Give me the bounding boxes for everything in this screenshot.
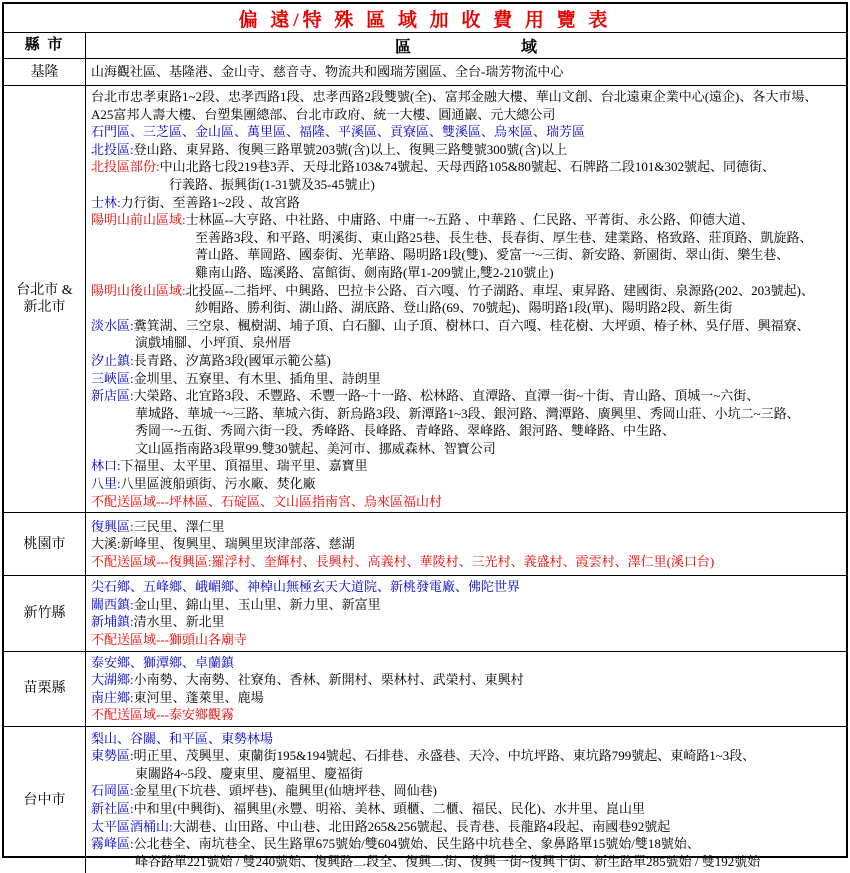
area-cell: [86, 652, 846, 726]
area-line: [91, 405, 844, 423]
text-segment: 中和里(中興街)、福興里(永豐、明裕、美林、頭櫃、二櫃、福民、民化)、水井里、崑山里: [133, 801, 645, 816]
text-segment: 林口:: [91, 458, 121, 474]
area-line: [91, 422, 844, 440]
text-segment: 新店區:: [91, 388, 134, 404]
page-title: 偏 遠/特 殊 區 域 加 收 費 用 覽 表: [4, 4, 846, 33]
text-segment: 大溪:: [91, 536, 121, 552]
text-segment: 泰安鄉、獅潭鄉、卓蘭鎮: [91, 654, 235, 670]
text-segment: 力行街、至善路1~2段 、故宮路: [120, 194, 300, 210]
text-segment: 小南勢、大南勢、社寮角、香林、新開村、栗林村、武榮村、東興村: [133, 672, 524, 688]
table-row: [4, 86, 846, 513]
text-segment: 糞箕湖、三空泉、楓樹湖、埔子頂、白石腳、山子頂、樹林口、百六嘎、桂花樹、大坪頭、椿子林、吳仔厝、興福寮、: [133, 317, 810, 333]
text-segment: 三峽區:: [91, 370, 134, 386]
area-cell: [86, 59, 846, 85]
area-line: [91, 246, 844, 264]
text-segment: 菁山路、華岡路、國泰街、光華路、陽明路1段(雙)、愛富一~三街、新安路、新園街、翠山街、樂生巷、: [195, 247, 790, 263]
area-line: [91, 689, 844, 707]
text-segment: 東關路4~5段、慶東里、慶福里、慶福街: [135, 765, 364, 781]
text-segment: 八里區渡船頭街、污水廠、焚化廠: [120, 476, 316, 492]
text-segment: 八里:: [91, 476, 121, 492]
text-segment: 石門區、三芝區、金山區、萬里區、福隆、平溪區、貢寮區、雙溪區、烏來區、瑞芳區: [91, 124, 586, 140]
county-column-header: 縣 市: [4, 33, 86, 58]
county-label: 台北市 &: [16, 283, 73, 299]
area-line: [91, 853, 844, 871]
area-line: [91, 654, 844, 672]
text-segment: 文山區指南路3段單99.雙30號起、美河市、挪威森林、智寶公司: [135, 440, 496, 456]
text-segment: 台北市忠孝東路1~2段、忠孝西路1段、忠孝西路2段雙號(全)、富邦金融大樓、華山文創、台北遠東企業中心(遠企)、各大市場、: [91, 89, 818, 104]
text-segment: 秀岡一~五街、秀岡六街一段、秀峰路、長峰路、青峰路、翠峰路、銀河路、雙峰路、中生路、: [135, 423, 676, 439]
text-segment: 長青路、汐萬路3段(國軍示範公墓): [133, 352, 331, 368]
text-segment: 汐止鎮:: [91, 352, 134, 368]
area-line: [91, 88, 844, 106]
area-line: [91, 229, 844, 247]
area-line: [91, 782, 844, 800]
area-line: [91, 440, 844, 458]
area-line: [91, 493, 844, 511]
text-segment: 大湖巷、山田路、中山巷、北田路265&256號起、長青巷、長龍路4段起、南國巷92號起: [172, 818, 671, 834]
table-body: [4, 59, 846, 873]
area-line: [91, 194, 844, 212]
county-cell: [4, 727, 86, 873]
text-segment: 士林:: [91, 194, 121, 210]
text-segment: 北投區部份:: [91, 159, 160, 175]
area-line: [91, 457, 844, 475]
area-line: [91, 553, 844, 571]
text-segment: 東勢區:: [91, 748, 134, 764]
text-segment: 不配送區域---坪林區、石碇區、文山區指南宮、烏來區福山村: [91, 493, 442, 509]
area-cell: [86, 86, 846, 512]
area-line: [91, 370, 844, 388]
area-line: [91, 299, 844, 317]
area-line: [91, 387, 844, 405]
text-segment: 北投區:: [91, 141, 134, 157]
text-segment: 關西鎮:: [91, 596, 134, 612]
surcharge-table: [2, 2, 848, 869]
text-segment: 明正里、茂興里、東蘭街195&194號起、石排巷、永盛巷、天冷、中坑坪路、東坑路799號起、東崎路1~3段、: [133, 748, 756, 764]
county-label: 基隆: [30, 64, 59, 80]
text-segment: A25富邦人壽大樓、台塑集團總部、台北市政府、統一大樓、圓通巖、元大總公司: [91, 106, 556, 122]
area-cell: [86, 727, 846, 873]
area-line: [91, 317, 844, 335]
text-segment: 新峰里、復興里、瑞興里崁津部落、慈湖: [120, 536, 355, 552]
area-line: [91, 158, 844, 176]
area-line: [91, 596, 844, 614]
text-segment: 不配送區域---復興區:羅浮村、奎輝村、長興村、高義村、華陵村、三光村、義盛村、霞雲村、澤仁里(溪口台): [91, 554, 715, 570]
area-line: [91, 765, 844, 783]
text-segment: 華城路、華城一~三路、華城六街、新烏路3段、新潭路1~3段、銀河路、灣潭路、廣興里、秀岡山莊、小坑二~三路、: [135, 405, 800, 421]
area-line: [91, 747, 844, 765]
area-line: [91, 578, 844, 596]
text-segment: 淡水區:: [91, 317, 134, 333]
county-cell: [4, 513, 86, 575]
text-segment: 石岡區:: [91, 783, 134, 799]
text-segment: 不配送區域---泰安鄉觀霧: [91, 707, 234, 723]
text-segment: 尖石鄉、五峰鄉、峨嵋鄉、神棹山無極玄天大道院、新桃發電廠、佛陀世界: [91, 579, 521, 595]
county-label: 桃園市: [23, 536, 66, 552]
area-line: [91, 800, 844, 818]
text-segment: 清水里、新北里: [133, 614, 225, 630]
table-row: [4, 59, 846, 86]
area-line: [91, 264, 844, 282]
county-cell: [4, 86, 86, 512]
county-cell: [4, 59, 86, 85]
county-label: 苗栗縣: [23, 681, 66, 697]
area-column-header: [86, 33, 846, 58]
text-segment: 公北巷全、南坑巷全、民生路單675號始/雙604號始、民生路中坑巷全、象鼻路單15號始/雙18號始、: [133, 836, 700, 852]
county-label: 台中市: [23, 792, 66, 808]
area-line: [91, 730, 844, 748]
area-cell: [86, 576, 846, 650]
area-line: [91, 352, 844, 370]
text-segment: 北投區--二指坪、中興路、巴拉卡公路、百六嘎、竹子湖路、車埕、東昇路、建國街、泉源路(202、203號起)、: [185, 282, 814, 298]
text-segment: 霧峰區:: [91, 836, 134, 852]
table-row: [4, 576, 846, 651]
text-segment: 梨山、谷關、和平區、東勢林場: [91, 730, 274, 746]
text-segment: 新埔鎮:: [91, 614, 134, 630]
area-line: [91, 835, 844, 853]
text-segment: 復興區:: [91, 518, 134, 534]
area-line: [91, 282, 844, 300]
text-segment: 峰谷路單221號始 / 雙240號始、復興路二段全、復興二街、復興一街~復興十街、新生路單285號始 / 雙192號始: [135, 853, 761, 869]
text-segment: 大湖鄉:: [91, 672, 134, 688]
area-line: [91, 706, 844, 724]
text-segment: 行義路、振興街(1-31號及35-45號止): [169, 176, 375, 192]
area-line: [91, 671, 844, 689]
text-segment: 陽明山前山區域:: [91, 212, 186, 228]
text-segment: 三民里、澤仁里: [133, 518, 225, 534]
text-segment: 不配送區域---獅頭山各廟寺: [91, 632, 247, 648]
text-segment: 演戲埔腳、小坪頂、泉州厝: [135, 335, 292, 351]
area-line: [91, 818, 844, 836]
area-line: [91, 176, 844, 194]
area-line: [91, 106, 844, 124]
area-header-char-left: 區: [394, 39, 411, 56]
area-line: [91, 123, 844, 141]
area-line: [91, 211, 844, 229]
text-segment: 南庄鄉:: [91, 689, 134, 705]
text-segment: 大榮路、北宜路3段、禾豐路、禾豐一路~十一路、松林路、直潭路、直潭一街~十街、青山路、頂城一~六街、: [133, 388, 760, 404]
text-segment: 山海觀社區、基隆港、金山寺、慈音寺、物流共和國瑞芳園區、全台-瑞芳物流中心: [91, 64, 564, 80]
text-segment: 金圳里、五寮里、有木里、插角里、詩朗里: [133, 370, 381, 386]
area-line: [91, 631, 844, 649]
text-segment: 士林區--大亨路、中社路、中庸路、中庸一~五路 、中華路 、仁民路、平菁街、永公路、仰德大道、: [185, 212, 754, 228]
county-cell: [4, 576, 86, 650]
county-label: 新竹縣: [23, 605, 66, 621]
text-segment: 中山北路七段219巷3弄、天母北路103&74號起、天母西路105&80號起、石牌路二段101&302號起、同德街、: [159, 159, 775, 175]
county-label: 新北市: [23, 300, 66, 316]
text-segment: 雞南山路、臨溪路、富館街、劍南路(單1-209號止,雙2-210號止): [195, 264, 554, 280]
text-segment: 至善路3段、和平路、明溪街、東山路25巷、長生巷、長春街、厚生巷、建業路、格致路、莊頂路、凱旋路、: [195, 229, 813, 245]
text-segment: 紗帽路、勝利街、湖山路、湖底路、登山路(69、70號起)、陽明路1段(單)、陽明路2段、新生街: [195, 300, 733, 316]
area-line: [91, 63, 844, 81]
text-segment: 新社區:: [91, 801, 134, 816]
area-line: [91, 535, 844, 553]
area-line: [91, 518, 844, 536]
text-segment: 下福里、太平里、頂福里、瑞平里、嘉寶里: [120, 458, 368, 474]
area-line: [91, 475, 844, 493]
county-cell: [4, 652, 86, 726]
text-segment: 金星里(下坑巷、頭坪巷)、龍興里(仙塘坪巷、岡仙巷): [133, 783, 437, 799]
text-segment: 陽明山後山區域:: [91, 282, 186, 298]
area-line: [91, 334, 844, 352]
area-header-char-right: 域: [521, 39, 538, 56]
table-row: [4, 652, 846, 727]
text-segment: 太平區酒桶山:: [91, 818, 173, 834]
table-row: [4, 727, 846, 873]
area-line: [91, 141, 844, 159]
area-cell: [86, 513, 846, 575]
text-segment: 登山路、東昇路、復興三路單號203號(含)以上、復興三路雙號300號(含)以上: [133, 141, 567, 157]
table-row: [4, 513, 846, 576]
text-segment: 東河里、蓬萊里、鹿場: [133, 689, 264, 705]
table-header: [4, 33, 846, 59]
area-line: [91, 613, 844, 631]
text-segment: 金山里、錦山里、玉山里、新力里、新富里: [133, 596, 381, 612]
